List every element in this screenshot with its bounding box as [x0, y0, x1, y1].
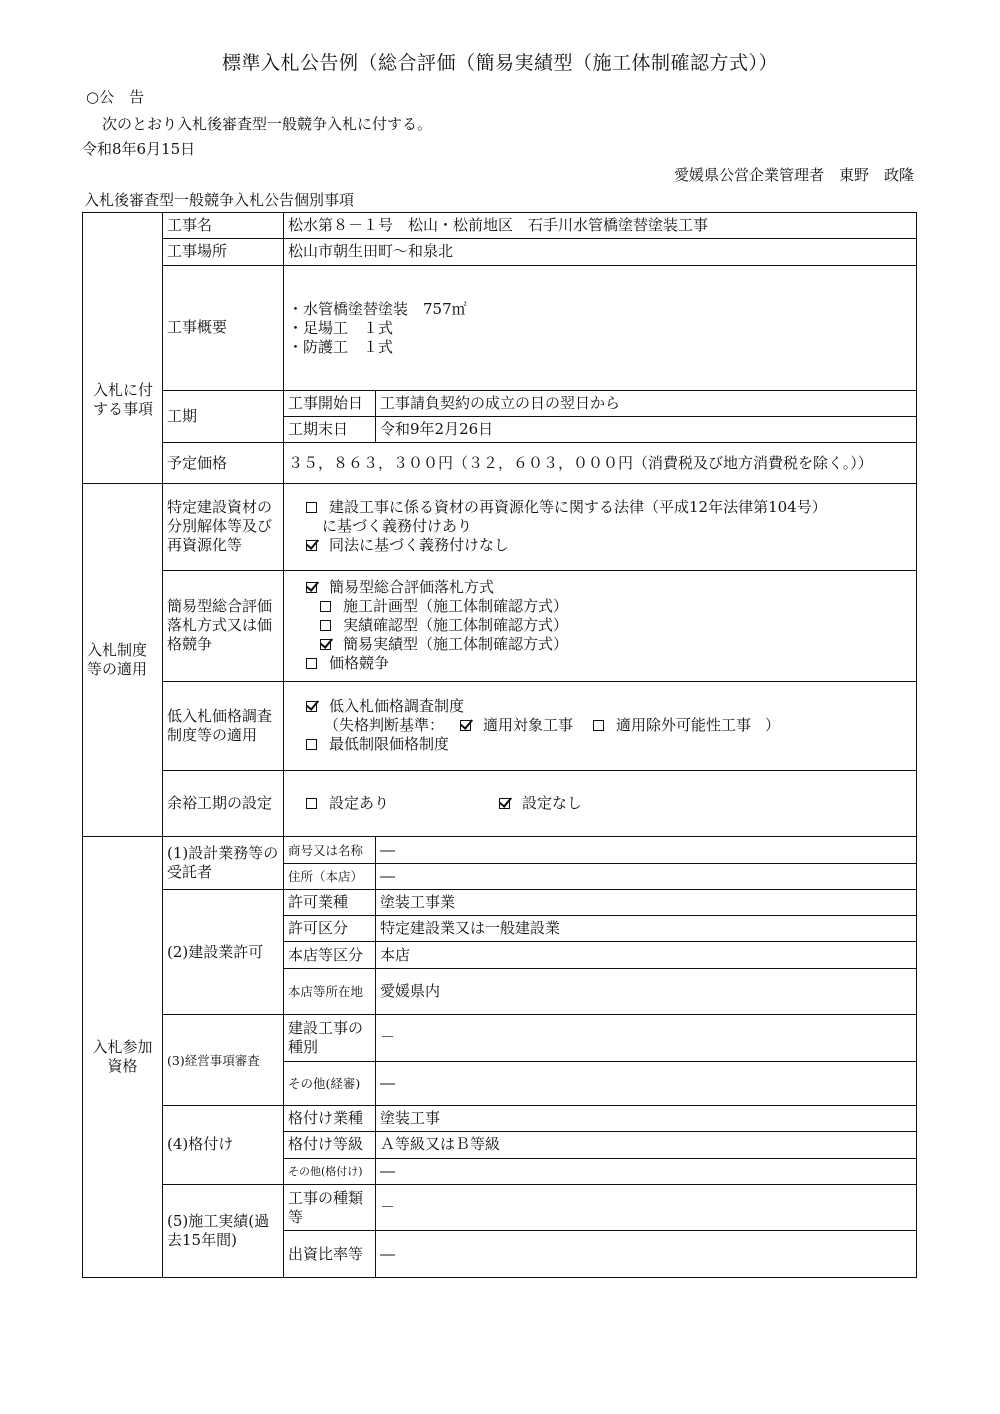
- unchecked-checkbox-icon[interactable]: [306, 658, 317, 669]
- start-label: 工事開始日: [284, 390, 376, 416]
- rank-grade-label: 格付け等級: [284, 1132, 376, 1158]
- audit-type-label: 建設工事の種別: [284, 1015, 376, 1061]
- audit-type-value: －: [376, 1015, 917, 1061]
- license-type-label: 許可業種: [284, 889, 376, 915]
- low-options: [284, 681, 917, 770]
- intro-text: 次のとおり入札後審査型一般競争入札に付する。: [102, 115, 433, 133]
- office-loc-label: 本店等所在地: [284, 968, 376, 1014]
- low-criteria-opt1: 適用対象工事: [483, 716, 574, 735]
- overview-value: [284, 265, 917, 390]
- low-opt2-text: 最低制限価格制度: [329, 735, 450, 754]
- design-addr-value: ―: [376, 863, 917, 889]
- notice-date: 令和8年6月15日: [82, 140, 196, 158]
- recycle-opt2-text: 同法に基づく義務付けなし: [329, 536, 510, 555]
- margin-options: [284, 770, 917, 837]
- price-value: ３５，８６３，３００円（３２，６０３，０００円（消費税及び地方消費税を除く。））: [284, 443, 917, 483]
- record-ratio-value: ―: [376, 1231, 917, 1278]
- checked-checkbox-icon[interactable]: [320, 639, 331, 650]
- license-type-value: 塗装工事業: [376, 889, 917, 915]
- checked-checkbox-icon[interactable]: [306, 582, 317, 593]
- audit-other-value: ―: [376, 1061, 917, 1105]
- end-label: 工期末日: [284, 417, 376, 443]
- unchecked-checkbox-icon[interactable]: [306, 798, 317, 809]
- recycle-label: 特定建設資材の分別解体等及び再資源化等: [163, 483, 284, 570]
- record-type-label: 工事の種類等: [284, 1184, 376, 1230]
- record-ratio-label: 出資比率等: [284, 1231, 376, 1278]
- unchecked-checkbox-icon[interactable]: [320, 620, 331, 631]
- start-value: 工事請負契約の成立の日の翌日から: [376, 390, 917, 416]
- rank-grade-value: Ａ等級又はＢ等級: [376, 1132, 917, 1158]
- audit-other-label: その他(経審): [284, 1061, 376, 1105]
- overview-item: ・足場工 １式: [288, 318, 394, 337]
- section-title: 入札後審査型一般競争入札公告個別事項: [84, 191, 355, 209]
- low-label: 低入札価格調査制度等の適用: [163, 681, 284, 770]
- checked-checkbox-icon[interactable]: [306, 701, 317, 712]
- license-class-label: 許可区分: [284, 916, 376, 942]
- unchecked-checkbox-icon[interactable]: [320, 601, 331, 612]
- recycle-opt1-text: 建設工事に係る資材の再資源化等に関する法律（平成12年法律第104号）: [329, 498, 827, 517]
- method-main-text: 簡易型総合評価落札方式: [329, 578, 495, 597]
- unchecked-checkbox-icon[interactable]: [306, 739, 317, 750]
- design-addr-label: 住所（本店）: [284, 863, 376, 889]
- unchecked-checkbox-icon[interactable]: [593, 720, 604, 731]
- rank-other-label: その他(格付け): [284, 1158, 376, 1184]
- overview-item: ・水管橋塗替塗装 757㎡: [288, 299, 467, 318]
- margin-label: 余裕工期の設定: [163, 770, 284, 837]
- office-class-value: 本店: [376, 942, 917, 968]
- office-class-label: 本店等区分: [284, 942, 376, 968]
- notice-label: ○公 告: [86, 88, 145, 106]
- margin-opt1-text: 設定あり: [329, 794, 390, 813]
- record-label: (5)施工実績(過去15年間): [163, 1184, 284, 1277]
- name-label: 工事名: [163, 213, 284, 239]
- unchecked-checkbox-icon[interactable]: [306, 502, 317, 513]
- issuer-name: 愛媛県公営企業管理者 東野 政隆: [673, 166, 914, 184]
- page-title: 標準入札公告例（総合評価（簡易実績型（施工体制確認方式））: [221, 52, 778, 74]
- recycle-options: [284, 483, 917, 570]
- section1-label: 入札に付する事項: [83, 213, 163, 484]
- margin-opt2-text: 設定なし: [522, 794, 583, 813]
- record-type-value: －: [376, 1184, 917, 1230]
- method-price-text: 価格競争: [329, 654, 390, 673]
- end-value: 令和9年2月26日: [376, 417, 917, 443]
- method-options: [284, 570, 917, 681]
- audit-label: (3)経営事項審査: [163, 1015, 284, 1106]
- overview-label: 工事概要: [163, 265, 284, 390]
- method-sub1-text: 施工計画型（施工体制確認方式）: [343, 597, 569, 616]
- office-loc-value: 愛媛県内: [376, 968, 917, 1014]
- design-label: (1)設計業務等の受託者: [163, 837, 284, 890]
- rank-type-label: 格付け業種: [284, 1106, 376, 1132]
- rank-label: (4)格付け: [163, 1106, 284, 1185]
- method-sub3-text: 簡易実績型（施工体制確認方式）: [343, 635, 569, 654]
- license-label: (2)建設業許可: [163, 889, 284, 1014]
- notice-table: [82, 212, 917, 1278]
- low-criteria-opt2: 適用除外可能性工事: [616, 716, 752, 735]
- checked-checkbox-icon[interactable]: [306, 540, 317, 551]
- license-class-value: 特定建設業又は一般建設業: [376, 916, 917, 942]
- recycle-opt1-text-cont: に基づく義務付けあり: [322, 517, 473, 536]
- section2-label: 入札制度等の適用: [83, 483, 163, 837]
- rank-other-value: ―: [376, 1158, 917, 1184]
- low-criteria-close: ）: [765, 716, 781, 735]
- place-value: 松山市朝生田町～和泉北: [284, 239, 917, 265]
- section3-label: 入札参加資格: [83, 837, 163, 1278]
- method-sub2-text: 実績確認型（施工体制確認方式）: [343, 616, 569, 635]
- place-label: 工事場所: [163, 239, 284, 265]
- period-label: 工期: [163, 390, 284, 443]
- overview-item: ・防護工 １式: [288, 337, 394, 356]
- name-value: 松水第８－１号 松山・松前地区 石手川水管橋塗替塗装工事: [284, 213, 917, 239]
- low-opt1-text: 低入札価格調査制度: [329, 697, 465, 716]
- rank-type-value: 塗装工事: [376, 1106, 917, 1132]
- price-label: 予定価格: [163, 443, 284, 483]
- design-name-value: ―: [376, 837, 917, 863]
- checked-checkbox-icon[interactable]: [460, 720, 471, 731]
- design-name-label: 商号又は名称: [284, 837, 376, 863]
- checked-checkbox-icon[interactable]: [499, 798, 510, 809]
- method-label: 簡易型総合評価落札方式又は価格競争: [163, 570, 284, 681]
- low-criteria-label: （失格判断基準：: [324, 716, 445, 735]
